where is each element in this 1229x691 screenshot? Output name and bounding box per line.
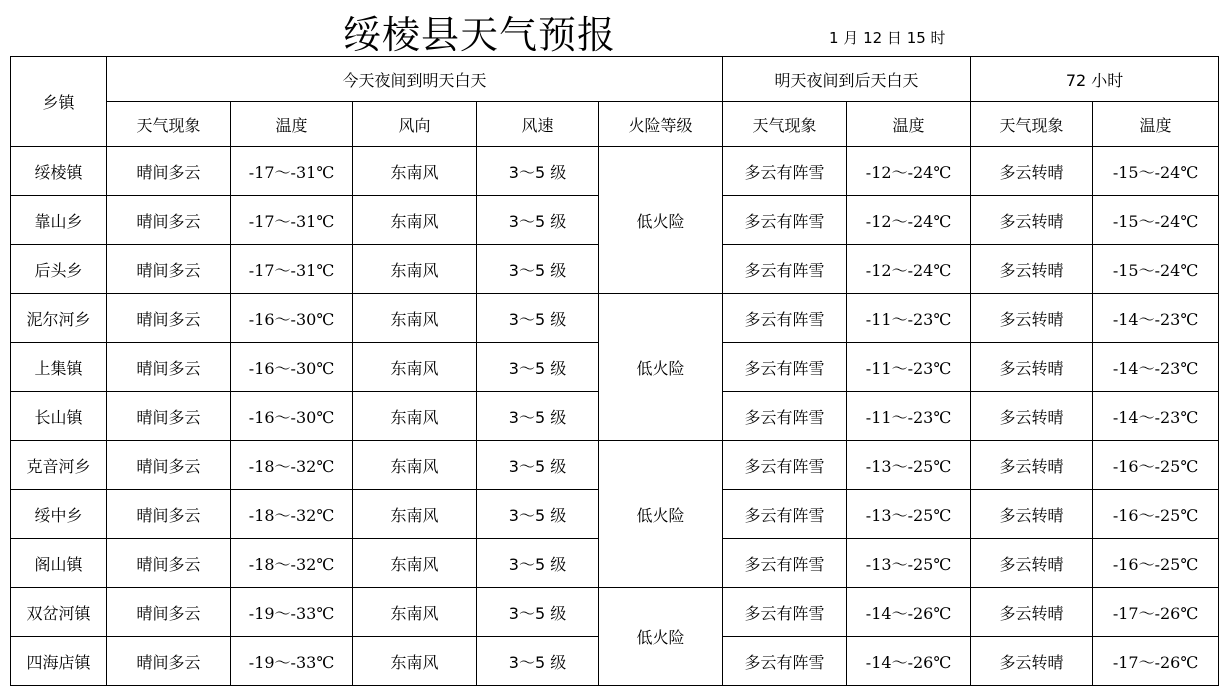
header-temp-1: 温度 [231,102,353,147]
cell-weather-2: 多云有阵雪 [723,294,847,343]
header-row-periods [11,57,1219,102]
cell-wind-speed: 3～5 级 [477,588,599,637]
cell-temp-3: -15～-24℃ [1093,245,1219,294]
cell-temp-2: -12～-24℃ [847,245,971,294]
cell-temp-3: -17～-26℃ [1093,588,1219,637]
cell-temp-1: -18～-32℃ [231,441,353,490]
forecast-table [10,56,1219,686]
cell-weather-1: 晴间多云 [107,539,231,588]
table-row [11,294,1219,343]
cell-wind-direction: 东南风 [353,441,477,490]
cell-temp-1: -18～-32℃ [231,539,353,588]
cell-wind-speed: 3～5 级 [477,441,599,490]
header-weather-1: 天气现象 [107,102,231,147]
cell-weather-1: 晴间多云 [107,392,231,441]
cell-weather-3: 多云转晴 [971,343,1093,392]
header-temp-3: 温度 [1093,102,1219,147]
cell-township: 四海店镇 [11,637,107,686]
page-title: 绥棱县天气预报 [343,13,617,57]
table-row [11,588,1219,637]
header-period-1: 今天夜间到明天白天 [107,57,723,102]
cell-temp-1: -16～-30℃ [231,294,353,343]
cell-temp-3: -14～-23℃ [1093,294,1219,343]
cell-fire-level: 低火险 [599,588,723,686]
header-temp-2: 温度 [847,102,971,147]
cell-temp-2: -13～-25℃ [847,441,971,490]
cell-township: 长山镇 [11,392,107,441]
header-fire-level: 火险等级 [599,102,723,147]
cell-township: 泥尔河乡 [11,294,107,343]
cell-township: 靠山乡 [11,196,107,245]
cell-wind-speed: 3～5 级 [477,490,599,539]
cell-weather-2: 多云有阵雪 [723,245,847,294]
header-weather-3: 天气现象 [971,102,1093,147]
cell-weather-1: 晴间多云 [107,294,231,343]
cell-weather-2: 多云有阵雪 [723,490,847,539]
cell-weather-2: 多云有阵雪 [723,637,847,686]
cell-weather-3: 多云转晴 [971,392,1093,441]
cell-wind-speed: 3～5 级 [477,147,599,196]
cell-temp-1: -16～-30℃ [231,392,353,441]
cell-temp-1: -17～-31℃ [231,147,353,196]
header-weather-2: 天气现象 [723,102,847,147]
cell-weather-1: 晴间多云 [107,147,231,196]
cell-weather-3: 多云转晴 [971,441,1093,490]
cell-township: 绥中乡 [11,490,107,539]
cell-temp-2: -12～-24℃ [847,147,971,196]
cell-weather-3: 多云转晴 [971,294,1093,343]
cell-temp-1: -19～-33℃ [231,588,353,637]
table-row [11,441,1219,490]
cell-temp-2: -11～-23℃ [847,294,971,343]
header-period-2: 明天夜间到后天白天 [723,57,971,102]
cell-wind-direction: 东南风 [353,490,477,539]
cell-temp-1: -16～-30℃ [231,343,353,392]
cell-weather-2: 多云有阵雪 [723,147,847,196]
cell-temp-2: -12～-24℃ [847,196,971,245]
cell-wind-speed: 3～5 级 [477,245,599,294]
cell-temp-2: -13～-25℃ [847,490,971,539]
cell-township: 后头乡 [11,245,107,294]
cell-weather-2: 多云有阵雪 [723,392,847,441]
cell-weather-2: 多云有阵雪 [723,588,847,637]
cell-weather-1: 晴间多云 [107,245,231,294]
cell-wind-direction: 东南风 [353,637,477,686]
cell-weather-1: 晴间多云 [107,196,231,245]
cell-wind-direction: 东南风 [353,147,477,196]
cell-temp-3: -14～-23℃ [1093,392,1219,441]
cell-temp-2: -13～-25℃ [847,539,971,588]
cell-township: 阁山镇 [11,539,107,588]
cell-wind-direction: 东南风 [353,588,477,637]
cell-wind-direction: 东南风 [353,294,477,343]
cell-wind-speed: 3～5 级 [477,196,599,245]
cell-temp-2: -14～-26℃ [847,637,971,686]
cell-wind-direction: 东南风 [353,343,477,392]
cell-weather-3: 多云转晴 [971,588,1093,637]
cell-temp-1: -17～-31℃ [231,245,353,294]
cell-weather-3: 多云转晴 [971,196,1093,245]
header-township: 乡镇 [11,57,107,147]
cell-temp-3: -16～-25℃ [1093,441,1219,490]
cell-wind-direction: 东南风 [353,245,477,294]
cell-township: 克音河乡 [11,441,107,490]
cell-temp-3: -16～-25℃ [1093,539,1219,588]
header-wind-direction: 风向 [353,102,477,147]
cell-temp-3: -15～-24℃ [1093,147,1219,196]
cell-wind-direction: 东南风 [353,392,477,441]
header-row-columns [11,102,1219,147]
cell-weather-1: 晴间多云 [107,588,231,637]
cell-wind-direction: 东南风 [353,196,477,245]
cell-weather-1: 晴间多云 [107,490,231,539]
cell-weather-2: 多云有阵雪 [723,539,847,588]
cell-township: 双岔河镇 [11,588,107,637]
cell-temp-1: -18～-32℃ [231,490,353,539]
issue-time: 1 月 12 日 15 时 [829,29,946,47]
cell-weather-3: 多云转晴 [971,637,1093,686]
cell-weather-1: 晴间多云 [107,441,231,490]
cell-temp-1: -19～-33℃ [231,637,353,686]
cell-weather-1: 晴间多云 [107,343,231,392]
cell-wind-direction: 东南风 [353,539,477,588]
header-period-3: 72 小时 [971,57,1219,102]
cell-wind-speed: 3～5 级 [477,637,599,686]
table-row [11,147,1219,196]
cell-wind-speed: 3～5 级 [477,392,599,441]
cell-wind-speed: 3～5 级 [477,294,599,343]
cell-temp-3: -16～-25℃ [1093,490,1219,539]
cell-weather-2: 多云有阵雪 [723,343,847,392]
cell-temp-2: -11～-23℃ [847,392,971,441]
cell-temp-3: -15～-24℃ [1093,196,1219,245]
header-wind-speed: 风速 [477,102,599,147]
cell-temp-2: -14～-26℃ [847,588,971,637]
cell-weather-3: 多云转晴 [971,490,1093,539]
cell-temp-3: -14～-23℃ [1093,343,1219,392]
cell-weather-3: 多云转晴 [971,539,1093,588]
cell-weather-2: 多云有阵雪 [723,196,847,245]
cell-weather-2: 多云有阵雪 [723,441,847,490]
cell-temp-1: -17～-31℃ [231,196,353,245]
cell-fire-level: 低火险 [599,294,723,441]
cell-wind-speed: 3～5 级 [477,343,599,392]
cell-temp-3: -17～-26℃ [1093,637,1219,686]
cell-wind-speed: 3～5 级 [477,539,599,588]
cell-weather-3: 多云转晴 [971,245,1093,294]
cell-temp-2: -11～-23℃ [847,343,971,392]
cell-township: 绥棱镇 [11,147,107,196]
cell-fire-level: 低火险 [599,441,723,588]
cell-fire-level: 低火险 [599,147,723,294]
cell-township: 上集镇 [11,343,107,392]
cell-weather-3: 多云转晴 [971,147,1093,196]
cell-weather-1: 晴间多云 [107,637,231,686]
